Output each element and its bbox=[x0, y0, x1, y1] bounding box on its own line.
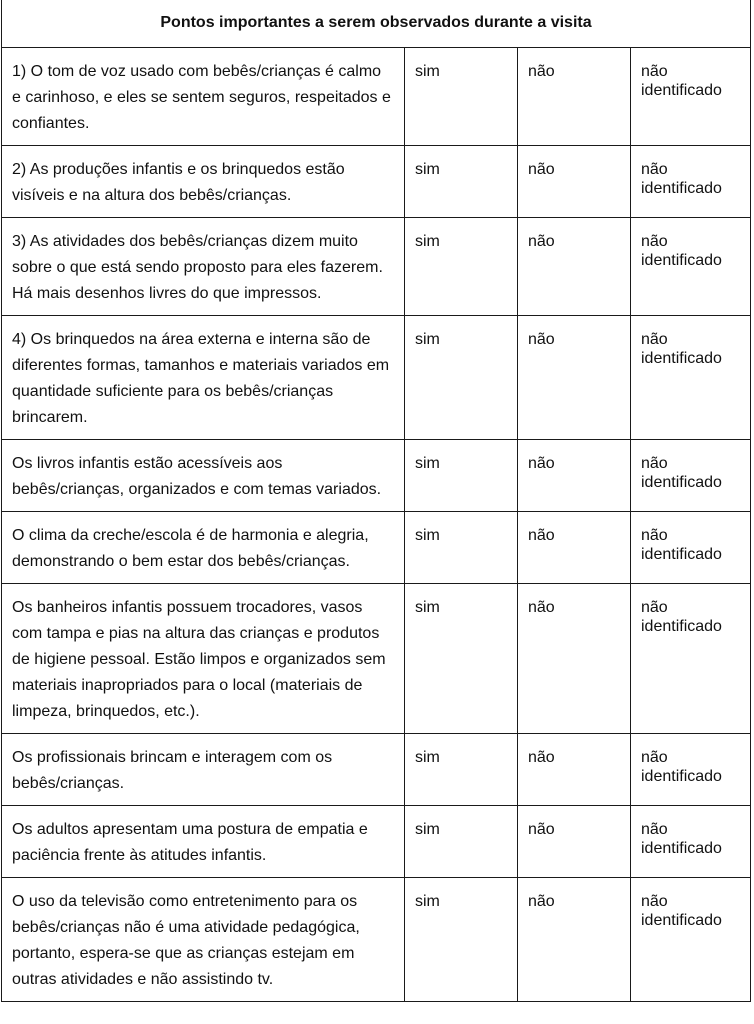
option-nao-identificado[interactable]: não identificado bbox=[631, 218, 751, 316]
option-nao[interactable]: não bbox=[518, 146, 631, 218]
option-nao-identificado[interactable]: não identificado bbox=[631, 584, 751, 734]
table-row bbox=[2, 512, 751, 584]
option-nao-identificado[interactable]: não identificado bbox=[631, 734, 751, 806]
option-nao-identificado[interactable]: não identificado bbox=[631, 316, 751, 440]
option-sim[interactable]: sim bbox=[405, 806, 518, 878]
option-nao[interactable]: não bbox=[518, 316, 631, 440]
option-sim[interactable]: sim bbox=[405, 512, 518, 584]
table-row bbox=[2, 878, 751, 1002]
option-nao-identificado[interactable]: não identificado bbox=[631, 512, 751, 584]
question-text: 1) O tom de voz usado com bebês/crianças é calmo e carinhoso, e eles se sentem seguros, respeitados e confiantes. bbox=[2, 48, 405, 146]
option-nao[interactable]: não bbox=[518, 440, 631, 512]
option-nao-identificado[interactable]: não identificado bbox=[631, 48, 751, 146]
option-nao[interactable]: não bbox=[518, 806, 631, 878]
option-nao[interactable]: não bbox=[518, 48, 631, 146]
question-text: Os livros infantis estão acessíveis aos bebês/crianças, organizados e com temas variados. bbox=[2, 440, 405, 512]
question-text: Os profissionais brincam e interagem com os bebês/crianças. bbox=[2, 734, 405, 806]
option-nao-identificado[interactable]: não identificado bbox=[631, 806, 751, 878]
option-nao[interactable]: não bbox=[518, 218, 631, 316]
table-row bbox=[2, 316, 751, 440]
question-text: O uso da televisão como entretenimento para os bebês/crianças não é uma atividade pedagógica, portanto, espera-se que as crianças estejam em outras atividades e não assistindo tv. bbox=[2, 878, 405, 1002]
visit-checklist-table bbox=[1, 0, 751, 1002]
option-nao[interactable]: não bbox=[518, 878, 631, 1002]
option-nao-identificado[interactable]: não identificado bbox=[631, 878, 751, 1002]
option-nao[interactable]: não bbox=[518, 734, 631, 806]
question-text: 2) As produções infantis e os brinquedos estão visíveis e na altura dos bebês/crianças. bbox=[2, 146, 405, 218]
table-title: Pontos importantes a serem observados durante a visita bbox=[2, 0, 751, 48]
option-sim[interactable]: sim bbox=[405, 584, 518, 734]
table-row bbox=[2, 48, 751, 146]
option-sim[interactable]: sim bbox=[405, 734, 518, 806]
option-sim[interactable]: sim bbox=[405, 316, 518, 440]
option-nao-identificado[interactable]: não identificado bbox=[631, 146, 751, 218]
option-sim[interactable]: sim bbox=[405, 48, 518, 146]
question-text: 4) Os brinquedos na área externa e interna são de diferentes formas, tamanhos e materiais variados em quantidade suficiente para os bebês/crianças brincarem. bbox=[2, 316, 405, 440]
table-row bbox=[2, 218, 751, 316]
question-text: Os banheiros infantis possuem trocadores, vasos com tampa e pias na altura das crianças e produtos de higiene pessoal. Estão limpos e organizados sem materiais inapropriados para o local (materiais de limpeza, brinquedos, etc.). bbox=[2, 584, 405, 734]
option-sim[interactable]: sim bbox=[405, 878, 518, 1002]
table-row bbox=[2, 146, 751, 218]
option-nao[interactable]: não bbox=[518, 512, 631, 584]
question-text: O clima da creche/escola é de harmonia e alegria, demonstrando o bem estar dos bebês/crianças. bbox=[2, 512, 405, 584]
option-sim[interactable]: sim bbox=[405, 440, 518, 512]
table-row bbox=[2, 440, 751, 512]
question-text: 3) As atividades dos bebês/crianças dizem muito sobre o que está sendo proposto para eles fazerem. Há mais desenhos livres do que impressos. bbox=[2, 218, 405, 316]
question-text: Os adultos apresentam uma postura de empatia e paciência frente às atitudes infantis. bbox=[2, 806, 405, 878]
table-header-row bbox=[2, 0, 751, 48]
option-nao-identificado[interactable]: não identificado bbox=[631, 440, 751, 512]
option-sim[interactable]: sim bbox=[405, 218, 518, 316]
table-row bbox=[2, 806, 751, 878]
table-row bbox=[2, 584, 751, 734]
table-row bbox=[2, 734, 751, 806]
option-sim[interactable]: sim bbox=[405, 146, 518, 218]
option-nao[interactable]: não bbox=[518, 584, 631, 734]
